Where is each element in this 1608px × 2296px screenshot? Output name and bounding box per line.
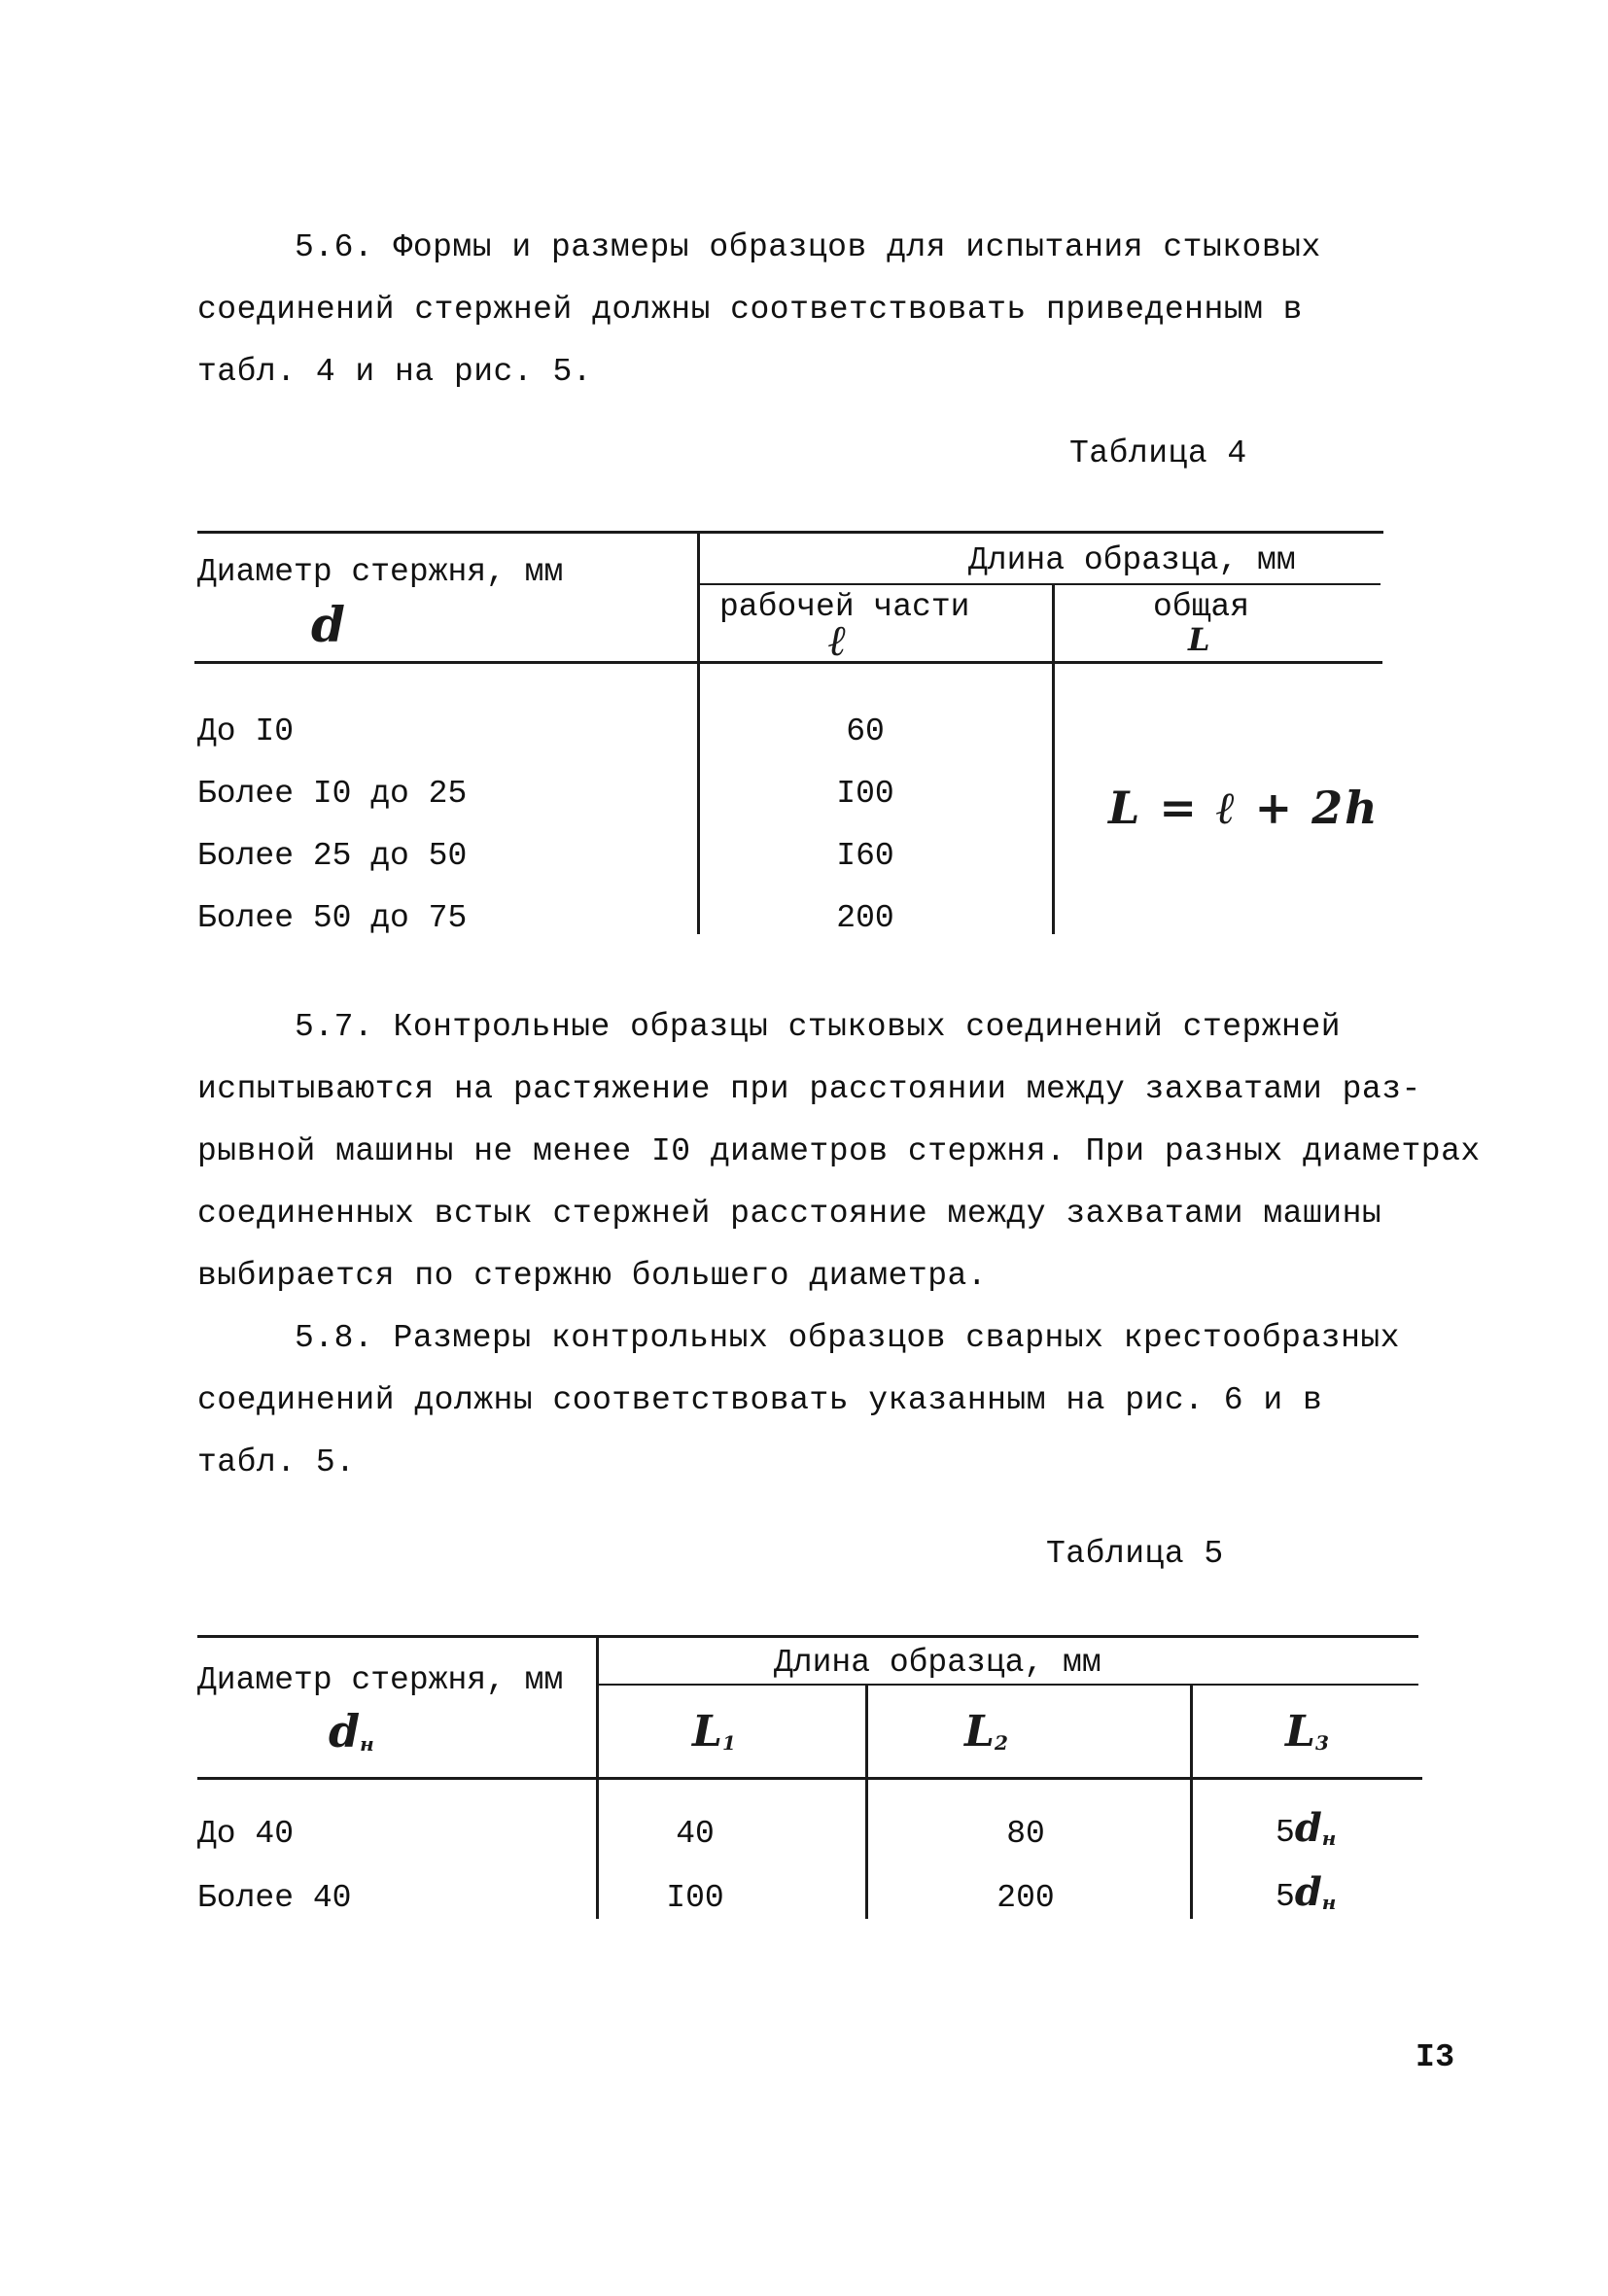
table-column-divider: [1052, 583, 1055, 934]
table-row-work-length: I00: [836, 776, 894, 812]
table-row-l1: I00: [666, 1880, 724, 1916]
header-l1: $L_1$: [692, 1707, 736, 1757]
header-l3: $L_3$: [1285, 1707, 1329, 1757]
table-row-l3: $5d_н$: [1276, 1869, 1337, 1915]
table-column-divider: [596, 1635, 599, 1919]
header-diameter-symbol: d: [311, 596, 345, 653]
table-header-rule: [194, 661, 1382, 664]
table-row-diameter: Более 50 до 75: [197, 900, 468, 936]
total-length-formula: L = ℓ + 2h: [1108, 782, 1380, 834]
header-sample-length: Длина образца, мм: [774, 1645, 1101, 1681]
table-column-divider: [697, 531, 700, 934]
paragraph-line: рывной машины не менее I0 диаметров стержня. При разных диаметрах: [197, 1133, 1481, 1169]
table-row-l2: 200: [996, 1880, 1055, 1916]
header-diameter: Диаметр стержня, мм: [197, 1662, 564, 1698]
table-row-l3: $5d_н$: [1276, 1805, 1337, 1851]
table-top-rule: [197, 531, 1383, 534]
table-header-rule: [197, 1777, 1422, 1780]
paragraph-line: табл. 5.: [197, 1444, 356, 1480]
table-row-work-length: 200: [836, 900, 894, 936]
table-row-work-length: I60: [836, 838, 894, 874]
paragraph-line: 5.8. Размеры контрольных образцов сварных крестообразных: [295, 1320, 1400, 1356]
header-diameter: Диаметр стержня, мм: [197, 554, 564, 590]
table-row-l2: 80: [1006, 1816, 1045, 1852]
table-row-l1: 40: [676, 1816, 715, 1852]
paragraph-line: 5.7. Контрольные образцы стыковых соединений стержней: [295, 1009, 1342, 1045]
table-4-caption: Таблица 4: [1069, 435, 1247, 471]
header-l2: $L_2$: [964, 1707, 1008, 1757]
header-total: общая: [1153, 589, 1250, 625]
table-5-caption: Таблица 5: [1046, 1536, 1224, 1572]
paragraph-line: соединений должны соответствовать указанным на рис. 6 и в: [197, 1382, 1323, 1418]
paragraph-line: соединенных встык стержней расстояние между захватами машины: [197, 1196, 1382, 1232]
paragraph-line: табл. 4 и на рис. 5.: [197, 354, 593, 390]
table-group-rule: [599, 1684, 1418, 1686]
table-row-diameter: Более 25 до 50: [197, 838, 468, 874]
header-total-symbol: L: [1188, 621, 1210, 658]
paragraph-line: испытываются на растяжение при расстоянии между захватами раз-: [197, 1071, 1421, 1107]
header-working-part: рабочей части: [719, 589, 970, 625]
table-row-work-length: 60: [846, 713, 885, 749]
table-row-diameter: До I0: [197, 713, 295, 749]
table-row-diameter: Более 40: [197, 1880, 352, 1916]
paragraph-line: 5.6. Формы и размеры образцов для испытания стыковых: [295, 229, 1321, 265]
paragraph-line: выбирается по стержню большего диаметра.: [197, 1258, 988, 1294]
paragraph-line: соединений стержней должны соответствовать приведенным в: [197, 292, 1303, 328]
header-working-symbol: ℓ: [828, 616, 847, 666]
header-diameter-symbol: $d_н$: [329, 1705, 374, 1757]
table-row-diameter: Более I0 до 25: [197, 776, 468, 812]
table-top-rule: [197, 1635, 1418, 1638]
page-number: I3: [1416, 2039, 1455, 2075]
table-row-diameter: До 40: [197, 1816, 295, 1852]
table-column-divider: [865, 1684, 868, 1919]
table-group-rule: [700, 583, 1381, 585]
header-sample-length: Длина образца, мм: [968, 542, 1296, 578]
table-column-divider: [1190, 1684, 1193, 1919]
